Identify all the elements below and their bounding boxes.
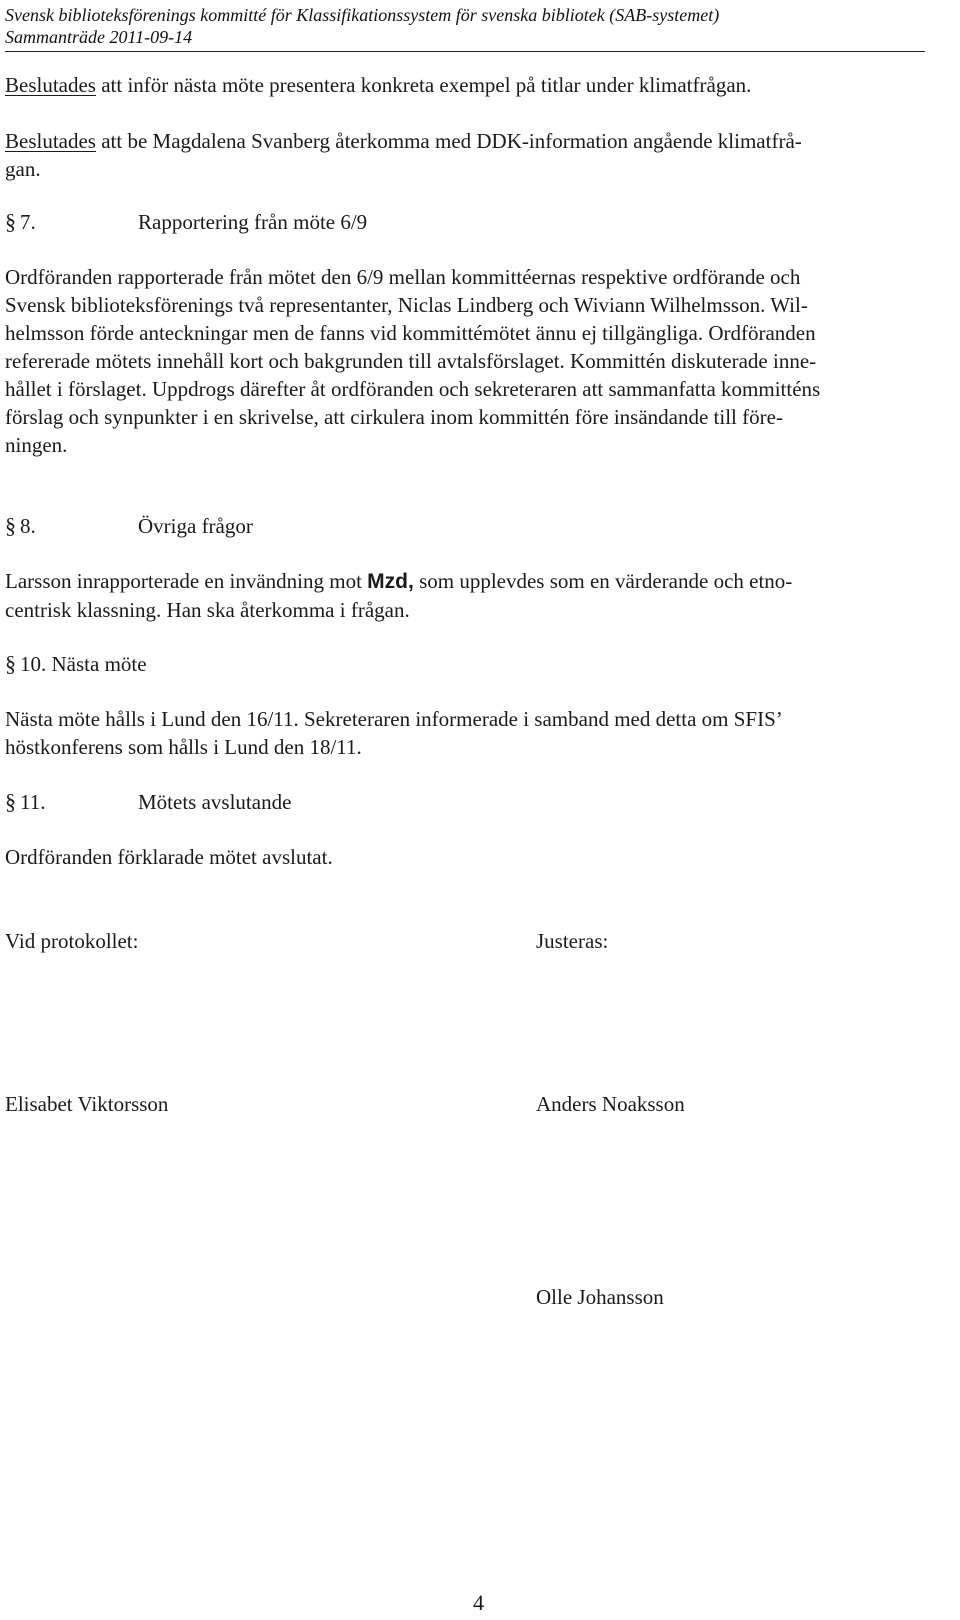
decision-lead: Beslutades <box>5 129 96 153</box>
section-10-symbol: § <box>5 651 16 676</box>
protocol-label: Vid protokollet: <box>5 929 139 953</box>
paragraph-line: höstkonferens som hålls i Lund den 18/11. <box>5 735 362 759</box>
secretary-name: Elisabet Viktorsson <box>5 1092 169 1116</box>
section-7-title: Rapportering från möte 6/9 <box>138 210 368 234</box>
decision-text: att be Magdalena Svanberg återkomma med DDK-information angående klimatfrå- <box>95 129 802 153</box>
section-10-body <box>5 705 930 761</box>
paragraph-text: Larsson inrapporterade en invändning mot <box>5 569 368 593</box>
paragraph-line: hållet i förslaget. Uppdrogs därefter åt ordföranden och sekreteraren att sammanfatta kommitténs <box>5 377 821 401</box>
decision-1 <box>5 71 930 99</box>
section-8-body <box>5 567 930 624</box>
section-11-title: Mötets avslutande <box>138 790 292 814</box>
section-10-heading: 10. Nästa möte <box>20 652 147 676</box>
adjuster-name-1: Anders Noaksson <box>536 1092 685 1116</box>
section-7-heading <box>5 208 16 236</box>
section-8-title: Övriga frågor <box>138 514 253 538</box>
decision-2 <box>5 127 930 183</box>
section-11-body: Ordföranden förklarade mötet avslutat. <box>5 845 333 869</box>
header-title: Svensk biblioteksförenings kommitté för Klassifikationssystem för svenska bibliotek (SAB-systemet) <box>5 5 720 25</box>
section-7-body <box>5 263 930 459</box>
paragraph-line: Nästa möte hålls i Lund den 16/11. Sekreteraren informerade i samband med detta om SFIS’ <box>5 707 783 731</box>
classification-code: Mzd, <box>367 570 414 593</box>
decision-lead: Beslutades <box>5 73 96 97</box>
section-11-number: 11. <box>20 790 46 814</box>
section-7-number: 7. <box>20 210 36 234</box>
decision-text: att inför nästa möte presentera konkreta exempel på titlar under klimatfrågan. <box>95 73 752 97</box>
section-8-symbol: § <box>5 513 16 538</box>
paragraph-line: Ordföranden rapporterade från mötet den 6/9 mellan kommittéernas respektive ordförande och <box>5 265 801 289</box>
paragraph-line: centrisk klassning. Han ska återkomma i frågan. <box>5 598 410 622</box>
section-8-number: 8. <box>20 514 36 538</box>
paragraph-line: refererade mötets innehåll kort och bakgrunden till avtalsförslaget. Kommittén diskuterade inne- <box>5 349 817 373</box>
header-divider <box>5 51 925 52</box>
section-11-symbol: § <box>5 789 16 814</box>
adjuster-name-2: Olle Johansson <box>536 1285 664 1309</box>
paragraph-line: helmsson förde anteckningar men de fanns vid kommittémötet ännu ej tillgängliga. Ordföranden <box>5 321 816 345</box>
paragraph-text: som upplevdes som en värderande och etno- <box>413 569 793 593</box>
paragraph-line: ningen. <box>5 433 68 457</box>
page-number: 4 <box>473 1590 484 1615</box>
section-symbol: § <box>5 209 16 234</box>
header-meeting-date: Sammanträde 2011-09-14 <box>5 27 193 47</box>
paragraph-line: förslag och synpunkter i en skrivelse, att cirkulera inom kommittén före insändande till före- <box>5 405 783 429</box>
decision-text-continued: gan. <box>5 157 41 181</box>
adjusted-label: Justeras: <box>536 929 609 953</box>
paragraph-line: Svensk biblioteksförenings två representanter, Niclas Lindberg och Wiviann Wilhelmsson. Wil- <box>5 293 808 317</box>
